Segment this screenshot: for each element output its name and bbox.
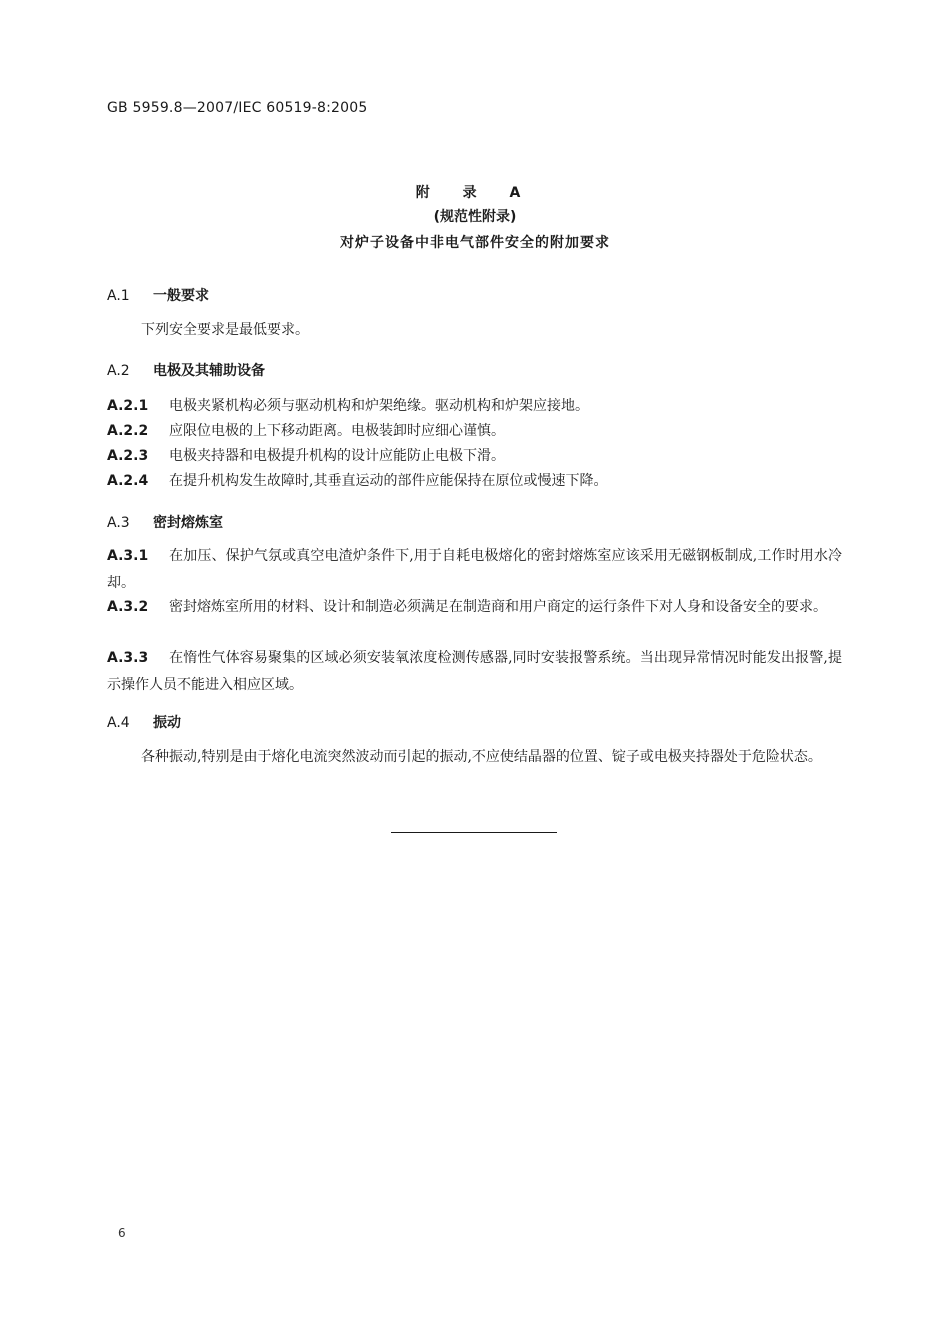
clause-a3-2 <box>107 594 842 621</box>
section-title: 振动 <box>153 715 181 731</box>
clause-number: A.2.2 <box>107 423 149 439</box>
clause-text: 在惰性气体容易聚集的区域必须安装氧浓度检测传感器,同时安装报警系统。当出现异常情况时能发出报警,提示操作人员不能进入相应区域。 <box>107 650 842 693</box>
section-number: A.3 <box>107 515 130 531</box>
clause-number: A.2.1 <box>107 398 149 414</box>
section-heading-a1 <box>107 285 209 305</box>
clause-a3-3 <box>107 645 842 699</box>
annex-label: 附 录 A <box>415 185 535 201</box>
standard-header: GB 5959.8—2007/IEC 60519-8:2005 <box>107 100 368 116</box>
clause-number: A.3.3 <box>107 650 149 666</box>
clause-number: A.3.2 <box>107 599 149 615</box>
section-number: A.2 <box>107 363 130 379</box>
clause-number: A.3.1 <box>107 548 149 564</box>
clause-text: 电极夹紧机构必须与驱动机构和炉架绝缘。驱动机构和炉架应接地。 <box>169 398 589 414</box>
clause-text: 应限位电极的上下移动距离。电极装卸时应细心谨慎。 <box>169 423 505 439</box>
section-title: 一般要求 <box>153 288 209 304</box>
annex-type: (规范性附录) <box>433 209 517 225</box>
section-a1-text: 下列安全要求是最低要求。 <box>141 322 309 338</box>
section-a4-text: 各种振动,特别是由于熔化电流突然波动而引起的振动,不应使结晶器的位置、锭子或电极夹持器处于危险状态。 <box>141 749 822 765</box>
clause-text: 密封熔炼室所用的材料、设计和制造必须满足在制造商和用户商定的运行条件下对人身和设备安全的要求。 <box>169 599 827 615</box>
clause-text: 在提升机构发生故障时,其垂直运动的部件应能保持在原位或慢速下降。 <box>169 473 608 489</box>
section-heading-a3 <box>107 512 223 532</box>
section-number: A.1 <box>107 288 130 304</box>
clause-number: A.2.3 <box>107 448 149 464</box>
section-heading-a2 <box>107 360 265 380</box>
clause-number: A.2.4 <box>107 473 149 489</box>
annex-title: 对炉子设备中非电气部件安全的附加要求 <box>340 235 610 251</box>
clause-a2-2 <box>107 419 842 444</box>
clause-a2-1 <box>107 394 842 419</box>
clause-a2-4 <box>107 469 842 494</box>
clause-text: 电极夹持器和电极提升机构的设计应能防止电极下滑。 <box>169 448 505 464</box>
section-number: A.4 <box>107 715 130 731</box>
section-title: 电极及其辅助设备 <box>153 363 265 379</box>
clause-a3-1 <box>107 543 842 597</box>
clause-a2-3 <box>107 444 842 469</box>
page-number: 6 <box>118 1226 126 1240</box>
clause-text: 在加压、保护气氛或真空电渣炉条件下,用于自耗电极熔化的密封熔炼室应该采用无磁钢板制成,工作时用水冷却。 <box>107 548 842 591</box>
section-heading-a4 <box>107 712 181 732</box>
section-title: 密封熔炼室 <box>153 515 223 531</box>
end-rule <box>391 832 557 833</box>
